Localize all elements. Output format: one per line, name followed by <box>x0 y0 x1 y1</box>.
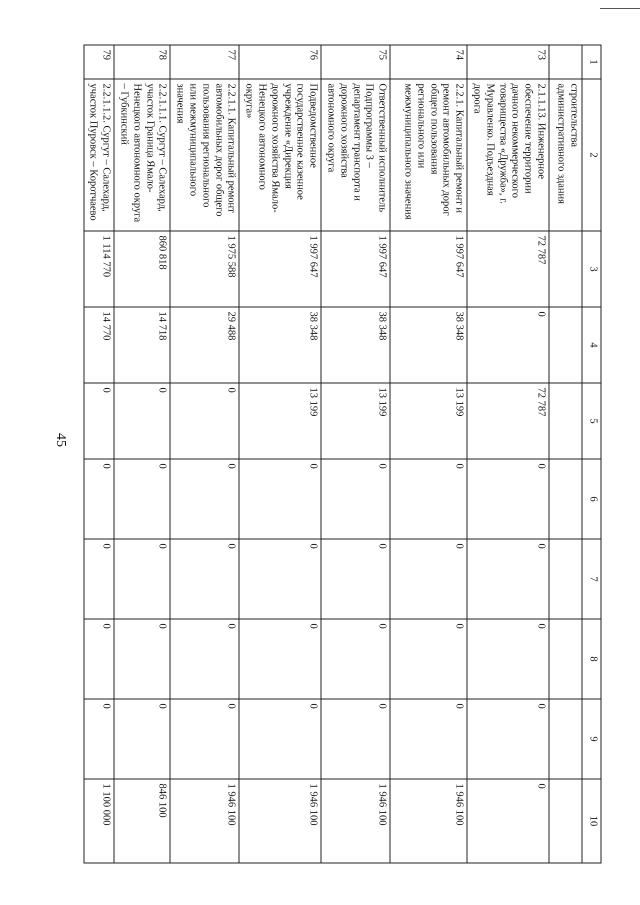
value-cell: 13 199 <box>321 383 390 459</box>
row-name-cell: 2.2.1.1. Капитальный ремонт автомобильных дорог общего пользования регионального или межмуниципального значения <box>170 79 239 231</box>
column-header: 5 <box>582 383 601 459</box>
column-header: 7 <box>582 539 601 619</box>
value-cell: 0 <box>239 619 321 699</box>
table-row <box>239 45 321 863</box>
value-cell <box>549 231 582 307</box>
value-cell: 0 <box>239 699 321 779</box>
value-cell: 0 <box>114 699 170 779</box>
value-cell: 1 975 588 <box>170 231 239 307</box>
value-cell: 0 <box>83 383 114 459</box>
column-header: 3 <box>582 231 601 307</box>
value-cell: 0 <box>467 459 549 539</box>
value-cell: 38 348 <box>239 307 321 383</box>
value-cell: 1 946 100 <box>239 779 321 863</box>
row-id-cell: 77 <box>170 45 239 79</box>
value-cell: 0 <box>170 459 239 539</box>
row-id-cell: 73 <box>467 45 549 79</box>
table-row <box>321 45 390 863</box>
value-cell: 38 348 <box>390 307 467 383</box>
value-cell: 0 <box>239 539 321 619</box>
value-cell: 0 <box>390 619 467 699</box>
value-cell: 0 <box>390 539 467 619</box>
row-name-cell: 2.2.1.1.1. Сургут – Салехард, участок Граница Ямало-Ненецкого автономного округа – Губкинский <box>114 79 170 231</box>
value-cell: 0 <box>321 459 390 539</box>
table-row <box>83 45 114 863</box>
program-funding-table <box>83 44 601 863</box>
value-cell: 1 946 100 <box>390 779 467 863</box>
table-row <box>170 45 239 863</box>
continuation-row <box>549 45 582 863</box>
row-id-cell: 74 <box>390 45 467 79</box>
row-id-cell: 79 <box>83 45 114 79</box>
page-number: 45 <box>53 433 68 447</box>
value-cell: 0 <box>114 619 170 699</box>
value-cell: 0 <box>467 539 549 619</box>
column-header: 4 <box>582 307 601 383</box>
value-cell: 14 770 <box>83 307 114 383</box>
row-name-cell: 2.2.1. Капитальный ремонт и ремонт автомобильных дорог общего пользования регионального или межмуниципального значения <box>390 79 467 231</box>
value-cell: 0 <box>467 699 549 779</box>
value-cell: 0 <box>467 307 549 383</box>
value-cell: 1 946 100 <box>321 779 390 863</box>
value-cell: 29 488 <box>170 307 239 383</box>
row-name-cell: строительства административного здания <box>549 79 582 231</box>
value-cell: 0 <box>390 699 467 779</box>
value-cell: 0 <box>83 619 114 699</box>
row-id-cell: 78 <box>114 45 170 79</box>
value-cell: 0 <box>239 459 321 539</box>
row-id-cell: 76 <box>239 45 321 79</box>
value-cell: 846 100 <box>114 779 170 863</box>
value-cell: 38 348 <box>321 307 390 383</box>
value-cell: 0 <box>390 459 467 539</box>
row-name-cell: 2.1.1.13. Инженерное обеспечение территории дачного некоммерческого товарищества «Дружба», г. Муравленко. Подъездная дорога <box>467 79 549 231</box>
value-cell: 0 <box>170 619 239 699</box>
column-header: 10 <box>582 779 601 863</box>
scan-edge-line <box>600 8 640 9</box>
column-header: 1 <box>582 45 601 79</box>
value-cell: 0 <box>467 779 549 863</box>
column-header: 6 <box>582 459 601 539</box>
table-row <box>114 45 170 863</box>
value-cell: 1 946 100 <box>170 779 239 863</box>
value-cell: 1 997 647 <box>321 231 390 307</box>
column-header: 9 <box>582 699 601 779</box>
value-cell: 13 199 <box>390 383 467 459</box>
value-cell: 0 <box>170 539 239 619</box>
value-cell: 0 <box>170 383 239 459</box>
row-name-cell: Подведомственное государственное казенное учреждение «Дирекция дорожного хозяйства Ямало-Ненецкого автономного округа» <box>239 79 321 231</box>
value-cell: 0 <box>83 699 114 779</box>
value-cell: 860 818 <box>114 231 170 307</box>
value-cell: 0 <box>321 699 390 779</box>
table-row <box>390 45 467 863</box>
value-cell <box>549 619 582 699</box>
row-id-cell: 75 <box>321 45 390 79</box>
value-cell: 0 <box>321 539 390 619</box>
value-cell <box>549 539 582 619</box>
value-cell <box>549 779 582 863</box>
value-cell: 0 <box>83 459 114 539</box>
rotated-table-container <box>88 44 601 862</box>
value-cell <box>549 459 582 539</box>
value-cell: 13 199 <box>239 383 321 459</box>
value-cell: 0 <box>114 383 170 459</box>
value-cell: 0 <box>114 459 170 539</box>
value-cell: 1 100 000 <box>83 779 114 863</box>
value-cell: 1 114 770 <box>83 231 114 307</box>
value-cell: 14 718 <box>114 307 170 383</box>
value-cell: 72 787 <box>467 383 549 459</box>
column-header: 2 <box>582 79 601 231</box>
value-cell: 1 997 647 <box>239 231 321 307</box>
value-cell <box>549 699 582 779</box>
value-cell: 0 <box>321 619 390 699</box>
column-header: 8 <box>582 619 601 699</box>
row-name-cell: Ответственный исполнитель Подпрограммы 3 – департамент транспорта и дорожного хозяйства автономного округа <box>321 79 390 231</box>
value-cell: 72 787 <box>467 231 549 307</box>
value-cell: 0 <box>467 619 549 699</box>
value-cell <box>549 307 582 383</box>
value-cell <box>549 383 582 459</box>
table-row <box>467 45 549 863</box>
header-row <box>582 45 601 863</box>
row-id-cell <box>549 45 582 79</box>
value-cell: 0 <box>170 699 239 779</box>
value-cell: 0 <box>83 539 114 619</box>
value-cell: 1 997 647 <box>390 231 467 307</box>
value-cell: 0 <box>114 539 170 619</box>
row-name-cell: 2.2.1.1.2. Сургут – Салехард, участок Пуровск – Коротчаево <box>83 79 114 231</box>
